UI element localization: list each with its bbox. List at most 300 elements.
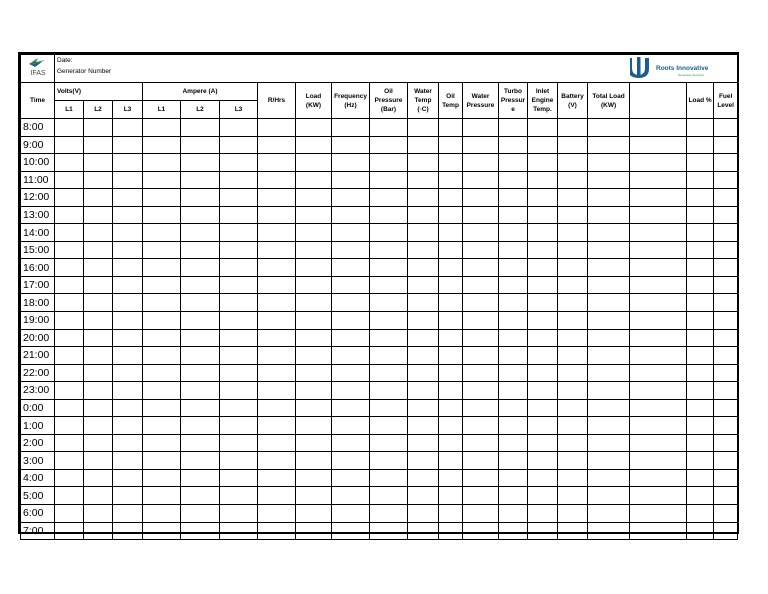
entry-cell[interactable] [143,241,181,259]
entry-cell[interactable] [528,136,558,154]
entry-cell[interactable] [296,417,332,435]
entry-cell[interactable] [408,452,439,470]
entry-cell[interactable] [220,347,258,365]
entry-cell[interactable] [370,136,408,154]
entry-cell[interactable] [528,119,558,137]
entry-cell[interactable] [113,294,143,312]
entry-cell[interactable] [439,241,463,259]
entry-cell[interactable] [714,382,738,400]
entry-cell[interactable] [687,505,714,523]
entry-cell[interactable] [558,522,588,540]
entry-cell[interactable] [499,505,528,523]
entry-cell[interactable] [332,171,370,189]
entry-cell[interactable] [630,241,687,259]
entry-cell[interactable] [296,276,332,294]
entry-cell[interactable] [558,452,588,470]
entry-cell[interactable] [113,417,143,435]
entry-cell[interactable] [408,434,439,452]
entry-cell[interactable] [558,505,588,523]
entry-cell[interactable] [84,487,113,505]
entry-cell[interactable] [528,434,558,452]
entry-cell[interactable] [714,189,738,207]
entry-cell[interactable] [588,206,630,224]
entry-cell[interactable] [296,241,332,259]
entry-cell[interactable] [332,347,370,365]
entry-cell[interactable] [258,487,296,505]
entry-cell[interactable] [332,399,370,417]
entry-cell[interactable] [714,434,738,452]
entry-cell[interactable] [687,119,714,137]
entry-cell[interactable] [296,347,332,365]
entry-cell[interactable] [370,347,408,365]
entry-cell[interactable] [687,171,714,189]
entry-cell[interactable] [528,505,558,523]
entry-cell[interactable] [332,189,370,207]
entry-cell[interactable] [408,329,439,347]
entry-cell[interactable] [588,382,630,400]
entry-cell[interactable] [714,452,738,470]
entry-cell[interactable] [528,452,558,470]
entry-cell[interactable] [258,417,296,435]
entry-cell[interactable] [220,452,258,470]
entry-cell[interactable] [499,276,528,294]
entry-cell[interactable] [258,189,296,207]
entry-cell[interactable] [630,259,687,277]
entry-cell[interactable] [113,259,143,277]
entry-cell[interactable] [558,312,588,330]
entry-cell[interactable] [84,294,113,312]
entry-cell[interactable] [463,417,499,435]
entry-cell[interactable] [370,276,408,294]
entry-cell[interactable] [143,364,181,382]
entry-cell[interactable] [258,505,296,523]
entry-cell[interactable] [84,417,113,435]
entry-cell[interactable] [439,364,463,382]
entry-cell[interactable] [332,119,370,137]
entry-cell[interactable] [588,434,630,452]
entry-cell[interactable] [687,259,714,277]
entry-cell[interactable] [332,505,370,523]
entry-cell[interactable] [714,505,738,523]
entry-cell[interactable] [181,452,220,470]
entry-cell[interactable] [630,294,687,312]
entry-cell[interactable] [528,417,558,435]
entry-cell[interactable] [463,364,499,382]
entry-cell[interactable] [296,259,332,277]
entry-cell[interactable] [220,522,258,540]
entry-cell[interactable] [630,276,687,294]
entry-cell[interactable] [84,154,113,172]
entry-cell[interactable] [463,136,499,154]
entry-cell[interactable] [558,364,588,382]
entry-cell[interactable] [439,505,463,523]
entry-cell[interactable] [463,189,499,207]
entry-cell[interactable] [588,364,630,382]
entry-cell[interactable] [630,189,687,207]
entry-cell[interactable] [528,329,558,347]
entry-cell[interactable] [55,189,84,207]
entry-cell[interactable] [55,487,84,505]
entry-cell[interactable] [258,171,296,189]
entry-cell[interactable] [463,452,499,470]
entry-cell[interactable] [296,189,332,207]
entry-cell[interactable] [687,276,714,294]
entry-cell[interactable] [370,259,408,277]
entry-cell[interactable] [296,434,332,452]
entry-cell[interactable] [588,329,630,347]
entry-cell[interactable] [439,154,463,172]
entry-cell[interactable] [687,382,714,400]
entry-cell[interactable] [332,434,370,452]
entry-cell[interactable] [55,312,84,330]
entry-cell[interactable] [332,276,370,294]
entry-cell[interactable] [143,206,181,224]
entry-cell[interactable] [220,206,258,224]
entry-cell[interactable] [296,312,332,330]
entry-cell[interactable] [113,364,143,382]
entry-cell[interactable] [558,399,588,417]
entry-cell[interactable] [113,469,143,487]
entry-cell[interactable] [499,224,528,242]
entry-cell[interactable] [258,224,296,242]
entry-cell[interactable] [113,241,143,259]
entry-cell[interactable] [258,382,296,400]
entry-cell[interactable] [463,382,499,400]
entry-cell[interactable] [528,276,558,294]
entry-cell[interactable] [439,329,463,347]
entry-cell[interactable] [296,505,332,523]
entry-cell[interactable] [588,452,630,470]
entry-cell[interactable] [408,487,439,505]
entry-cell[interactable] [439,522,463,540]
entry-cell[interactable] [370,171,408,189]
entry-cell[interactable] [499,206,528,224]
entry-cell[interactable] [143,347,181,365]
entry-cell[interactable] [714,294,738,312]
entry-cell[interactable] [408,522,439,540]
entry-cell[interactable] [332,522,370,540]
entry-cell[interactable] [714,259,738,277]
entry-cell[interactable] [296,171,332,189]
entry-cell[interactable] [463,312,499,330]
entry-cell[interactable] [687,399,714,417]
entry-cell[interactable] [714,171,738,189]
entry-cell[interactable] [439,259,463,277]
entry-cell[interactable] [143,399,181,417]
entry-cell[interactable] [687,189,714,207]
entry-cell[interactable] [558,382,588,400]
entry-cell[interactable] [630,522,687,540]
entry-cell[interactable] [84,206,113,224]
entry-cell[interactable] [528,171,558,189]
entry-cell[interactable] [528,347,558,365]
entry-cell[interactable] [499,136,528,154]
entry-cell[interactable] [113,434,143,452]
entry-cell[interactable] [408,259,439,277]
entry-cell[interactable] [588,294,630,312]
entry-cell[interactable] [332,206,370,224]
entry-cell[interactable] [84,469,113,487]
entry-cell[interactable] [220,364,258,382]
entry-cell[interactable] [463,487,499,505]
entry-cell[interactable] [258,469,296,487]
entry-cell[interactable] [143,434,181,452]
entry-cell[interactable] [181,312,220,330]
entry-cell[interactable] [258,206,296,224]
entry-cell[interactable] [499,364,528,382]
entry-cell[interactable] [84,522,113,540]
entry-cell[interactable] [370,382,408,400]
entry-cell[interactable] [181,417,220,435]
entry-cell[interactable] [588,241,630,259]
entry-cell[interactable] [714,347,738,365]
entry-cell[interactable] [55,417,84,435]
entry-cell[interactable] [558,241,588,259]
entry-cell[interactable] [439,136,463,154]
entry-cell[interactable] [630,505,687,523]
entry-cell[interactable] [55,224,84,242]
entry-cell[interactable] [296,382,332,400]
entry-cell[interactable] [588,487,630,505]
entry-cell[interactable] [220,136,258,154]
entry-cell[interactable] [84,329,113,347]
entry-cell[interactable] [55,171,84,189]
entry-cell[interactable] [370,312,408,330]
entry-cell[interactable] [143,294,181,312]
entry-cell[interactable] [113,347,143,365]
entry-cell[interactable] [181,171,220,189]
entry-cell[interactable] [370,487,408,505]
entry-cell[interactable] [630,206,687,224]
entry-cell[interactable] [370,399,408,417]
entry-cell[interactable] [588,347,630,365]
entry-cell[interactable] [181,487,220,505]
entry-cell[interactable] [181,347,220,365]
entry-cell[interactable] [714,364,738,382]
entry-cell[interactable] [55,382,84,400]
entry-cell[interactable] [687,206,714,224]
entry-cell[interactable] [499,487,528,505]
entry-cell[interactable] [296,119,332,137]
entry-cell[interactable] [113,452,143,470]
entry-cell[interactable] [181,382,220,400]
entry-cell[interactable] [439,276,463,294]
entry-cell[interactable] [258,364,296,382]
entry-cell[interactable] [588,505,630,523]
entry-cell[interactable] [439,224,463,242]
entry-cell[interactable] [439,469,463,487]
entry-cell[interactable] [84,171,113,189]
entry-cell[interactable] [220,382,258,400]
entry-cell[interactable] [499,189,528,207]
entry-cell[interactable] [687,224,714,242]
entry-cell[interactable] [408,189,439,207]
entry-cell[interactable] [408,136,439,154]
entry-cell[interactable] [588,312,630,330]
entry-cell[interactable] [181,329,220,347]
entry-cell[interactable] [630,154,687,172]
entry-cell[interactable] [143,469,181,487]
entry-cell[interactable] [463,276,499,294]
entry-cell[interactable] [588,417,630,435]
entry-cell[interactable] [630,434,687,452]
entry-cell[interactable] [714,224,738,242]
entry-cell[interactable] [687,364,714,382]
entry-cell[interactable] [55,364,84,382]
entry-cell[interactable] [408,224,439,242]
entry-cell[interactable] [258,452,296,470]
entry-cell[interactable] [143,505,181,523]
entry-cell[interactable] [558,347,588,365]
entry-cell[interactable] [630,136,687,154]
entry-cell[interactable] [499,259,528,277]
entry-cell[interactable] [408,382,439,400]
entry-cell[interactable] [499,294,528,312]
entry-cell[interactable] [113,522,143,540]
entry-cell[interactable] [630,417,687,435]
entry-cell[interactable] [714,469,738,487]
entry-cell[interactable] [558,329,588,347]
entry-cell[interactable] [143,154,181,172]
entry-cell[interactable] [558,171,588,189]
entry-cell[interactable] [499,154,528,172]
entry-cell[interactable] [181,434,220,452]
entry-cell[interactable] [370,294,408,312]
entry-cell[interactable] [558,259,588,277]
entry-cell[interactable] [181,259,220,277]
entry-cell[interactable] [588,276,630,294]
entry-cell[interactable] [296,224,332,242]
entry-cell[interactable] [370,329,408,347]
entry-cell[interactable] [630,347,687,365]
entry-cell[interactable] [296,136,332,154]
entry-cell[interactable] [499,347,528,365]
entry-cell[interactable] [181,276,220,294]
entry-cell[interactable] [332,224,370,242]
entry-cell[interactable] [499,312,528,330]
entry-cell[interactable] [220,434,258,452]
entry-cell[interactable] [143,382,181,400]
entry-cell[interactable] [113,119,143,137]
entry-cell[interactable] [714,399,738,417]
entry-cell[interactable] [370,119,408,137]
entry-cell[interactable] [332,417,370,435]
entry-cell[interactable] [55,241,84,259]
entry-cell[interactable] [143,136,181,154]
entry-cell[interactable] [296,522,332,540]
entry-cell[interactable] [558,206,588,224]
entry-cell[interactable] [528,224,558,242]
entry-cell[interactable] [113,505,143,523]
entry-cell[interactable] [687,417,714,435]
entry-cell[interactable] [370,469,408,487]
entry-cell[interactable] [588,136,630,154]
entry-cell[interactable] [630,171,687,189]
entry-cell[interactable] [332,294,370,312]
entry-cell[interactable] [332,241,370,259]
entry-cell[interactable] [439,206,463,224]
entry-cell[interactable] [84,399,113,417]
entry-cell[interactable] [408,119,439,137]
entry-cell[interactable] [258,329,296,347]
entry-cell[interactable] [528,399,558,417]
entry-cell[interactable] [370,224,408,242]
entry-cell[interactable] [558,469,588,487]
entry-cell[interactable] [558,417,588,435]
entry-cell[interactable] [258,136,296,154]
entry-cell[interactable] [558,119,588,137]
entry-cell[interactable] [220,399,258,417]
entry-cell[interactable] [558,224,588,242]
entry-cell[interactable] [332,382,370,400]
entry-cell[interactable] [588,154,630,172]
entry-cell[interactable] [714,417,738,435]
entry-cell[interactable] [408,294,439,312]
entry-cell[interactable] [296,206,332,224]
entry-cell[interactable] [55,276,84,294]
entry-cell[interactable] [687,469,714,487]
entry-cell[interactable] [463,154,499,172]
entry-cell[interactable] [499,399,528,417]
entry-cell[interactable] [630,469,687,487]
entry-cell[interactable] [714,241,738,259]
entry-cell[interactable] [55,434,84,452]
entry-cell[interactable] [714,312,738,330]
entry-cell[interactable] [687,294,714,312]
entry-cell[interactable] [113,382,143,400]
entry-cell[interactable] [439,417,463,435]
entry-cell[interactable] [181,241,220,259]
entry-cell[interactable] [439,171,463,189]
entry-cell[interactable] [528,382,558,400]
entry-cell[interactable] [143,189,181,207]
entry-cell[interactable] [143,487,181,505]
entry-cell[interactable] [84,276,113,294]
entry-cell[interactable] [55,522,84,540]
entry-cell[interactable] [84,347,113,365]
entry-cell[interactable] [370,364,408,382]
entry-cell[interactable] [439,312,463,330]
entry-cell[interactable] [55,119,84,137]
entry-cell[interactable] [463,347,499,365]
entry-cell[interactable] [143,452,181,470]
entry-cell[interactable] [463,329,499,347]
entry-cell[interactable] [55,154,84,172]
entry-cell[interactable] [220,119,258,137]
entry-cell[interactable] [408,347,439,365]
entry-cell[interactable] [84,434,113,452]
entry-cell[interactable] [370,417,408,435]
entry-cell[interactable] [528,312,558,330]
entry-cell[interactable] [408,417,439,435]
entry-cell[interactable] [143,259,181,277]
entry-cell[interactable] [630,364,687,382]
entry-cell[interactable] [181,469,220,487]
entry-cell[interactable] [181,206,220,224]
entry-cell[interactable] [143,276,181,294]
entry-cell[interactable] [588,171,630,189]
entry-cell[interactable] [558,434,588,452]
entry-cell[interactable] [499,171,528,189]
entry-cell[interactable] [84,136,113,154]
entry-cell[interactable] [220,417,258,435]
entry-cell[interactable] [528,154,558,172]
entry-cell[interactable] [181,136,220,154]
entry-cell[interactable] [84,452,113,470]
entry-cell[interactable] [113,224,143,242]
entry-cell[interactable] [113,276,143,294]
entry-cell[interactable] [258,241,296,259]
